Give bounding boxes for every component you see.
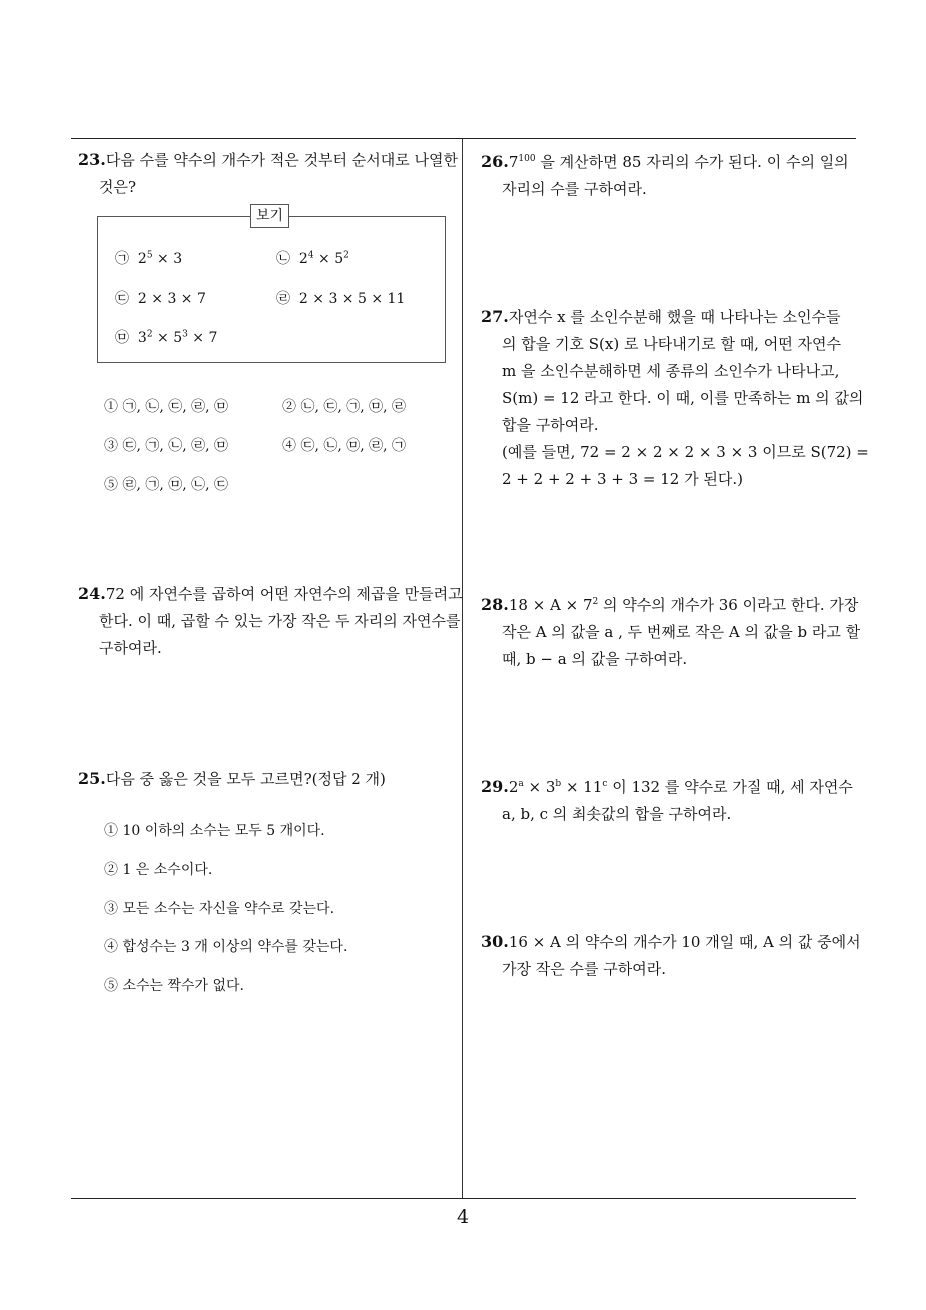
example-item-5: ㉤ $3^2 \times 5^3 \times 7$ bbox=[115, 329, 218, 346]
option-2[interactable]: ② ㉡, ㉢, ㉠, ㉤, ㉣ bbox=[282, 399, 407, 415]
question-text: 2 + 2 + 2 + 3 + 3 = 12 가 된다.) bbox=[502, 470, 743, 488]
question-text: (예를 들면, 72 = 2 × 2 × 2 × 3 × 3 이므로 S(72) = bbox=[502, 443, 869, 461]
question-number: 30. bbox=[481, 932, 509, 951]
question-23 bbox=[78, 146, 459, 201]
question-text: 자리의 수를 구하여라. bbox=[502, 180, 647, 198]
question-30 bbox=[481, 928, 859, 983]
page-number: 4 bbox=[456, 1206, 470, 1228]
question-28: $28.18 \times A \times 7^2$ 의 약수의 개수가 36 이라고 한다. 가장 작은 A 의 값을 a , 두 번째로 작은 A 의 값을 b 라고 할 때, b − a 의 값을 구하여라. bbox=[481, 589, 859, 673]
question-text: S(m) = 12 라고 한다. 이 때, 이를 만족하는 m 의 값의 bbox=[502, 389, 864, 407]
bottom-rule bbox=[71, 1198, 856, 1199]
question-text: 의 합을 기호 S(x) 로 나타내기로 할 때, 어떤 자연수 bbox=[502, 335, 841, 353]
option-1[interactable]: ① 10 이하의 소수는 모두 5 개이다. bbox=[104, 823, 325, 839]
question-text: 다음 중 옳은 것을 모두 고르면?(정답 2 개) bbox=[105, 770, 386, 788]
column-divider bbox=[462, 139, 463, 1198]
question-number: 27. bbox=[481, 307, 509, 326]
question-text: 한다. 이 때, 곱할 수 있는 가장 작은 두 자리의 자연수를 bbox=[99, 612, 461, 630]
option-5[interactable]: ⑤ ㉣, ㉠, ㉤, ㉡, ㉢ bbox=[104, 477, 229, 493]
question-text: 가장 작은 수를 구하여라. bbox=[502, 960, 666, 978]
question-number: 24. bbox=[78, 584, 106, 603]
question-number: 23. bbox=[78, 150, 106, 169]
option-1[interactable]: ① ㉠, ㉡, ㉢, ㉣, ㉤ bbox=[104, 399, 229, 415]
example-item-4: ㉣ 2 × 3 × 5 × 11 bbox=[276, 291, 406, 307]
question-text: 합을 구하여라. bbox=[502, 416, 599, 434]
example-item-2: ㉡ $2^4 \times 5^2$ bbox=[276, 250, 349, 267]
question-text: m 을 소인수분해하면 세 종류의 소인수가 나타나고, bbox=[502, 362, 840, 380]
example-item-1: ㉠ $2^5 \times 3$ bbox=[115, 250, 183, 267]
option-4[interactable]: ④ 합성수는 3 개 이상의 약수를 갖는다. bbox=[104, 939, 348, 955]
question-text: 때, b − a 의 값을 구하여라. bbox=[502, 650, 688, 668]
question-text: 다음 수를 약수의 개수가 적은 것부터 순서대로 나열한 bbox=[105, 151, 459, 169]
question-text: 것은? bbox=[99, 178, 137, 196]
question-text: 구하여라. bbox=[99, 639, 162, 657]
top-rule bbox=[71, 138, 856, 139]
question-text: 을 계산하면 85 자리의 수가 된다. 이 수의 일의 bbox=[535, 153, 849, 171]
question-26: 26.7$^{100}$ 을 계산하면 85 자리의 수가 된다. 이 수의 일의 자리의 수를 구하여라. bbox=[481, 146, 859, 203]
question-29: $29.2^a \times 3^b \times 11^c$ 이 132 를 약수로 가질 때, 세 자연수 a, b, c 의 최솟값의 합을 구하여라. bbox=[481, 771, 859, 828]
question-text: 16 × A 의 약수의 개수가 10 개일 때, A 의 값 중에서 bbox=[508, 933, 861, 951]
question-number: 29. bbox=[481, 777, 509, 796]
option-5[interactable]: ⑤ 소수는 짝수가 없다. bbox=[104, 978, 244, 994]
question-text: a, b, c 의 최솟값의 합을 구하여라. bbox=[502, 805, 732, 823]
example-box-label: 보기 bbox=[250, 204, 289, 228]
option-3[interactable]: ③ 모든 소수는 자신을 약수로 갖는다. bbox=[104, 901, 335, 917]
option-4[interactable]: ④ ㉢, ㉡, ㉤, ㉣, ㉠ bbox=[282, 438, 407, 454]
example-item-3: ㉢ 2 × 3 × 7 bbox=[115, 291, 206, 307]
option-3[interactable]: ③ ㉢, ㉠, ㉡, ㉣, ㉤ bbox=[104, 438, 229, 454]
question-text: 작은 A 의 값을 a , 두 번째로 작은 A 의 값을 b 라고 할 bbox=[502, 623, 861, 641]
question-number: 28. bbox=[481, 595, 509, 614]
question-number: 25. bbox=[78, 769, 106, 788]
option-2[interactable]: ② 1 은 소수이다. bbox=[104, 862, 213, 878]
question-number: 26. bbox=[481, 152, 509, 171]
question-text: 자연수 x 를 소인수분해 했을 때 나타나는 소인수들 bbox=[508, 308, 841, 326]
question-text: 이 132 를 약수로 가질 때, 세 자연수 bbox=[607, 778, 853, 796]
question-text: 의 약수의 개수가 36 이라고 한다. 가장 bbox=[598, 596, 859, 614]
question-25 bbox=[78, 765, 456, 793]
question-24 bbox=[78, 580, 463, 662]
question-27 bbox=[481, 303, 869, 493]
question-text: 72 에 자연수를 곱하여 어떤 자연수의 제곱을 만들려고 bbox=[105, 585, 463, 603]
